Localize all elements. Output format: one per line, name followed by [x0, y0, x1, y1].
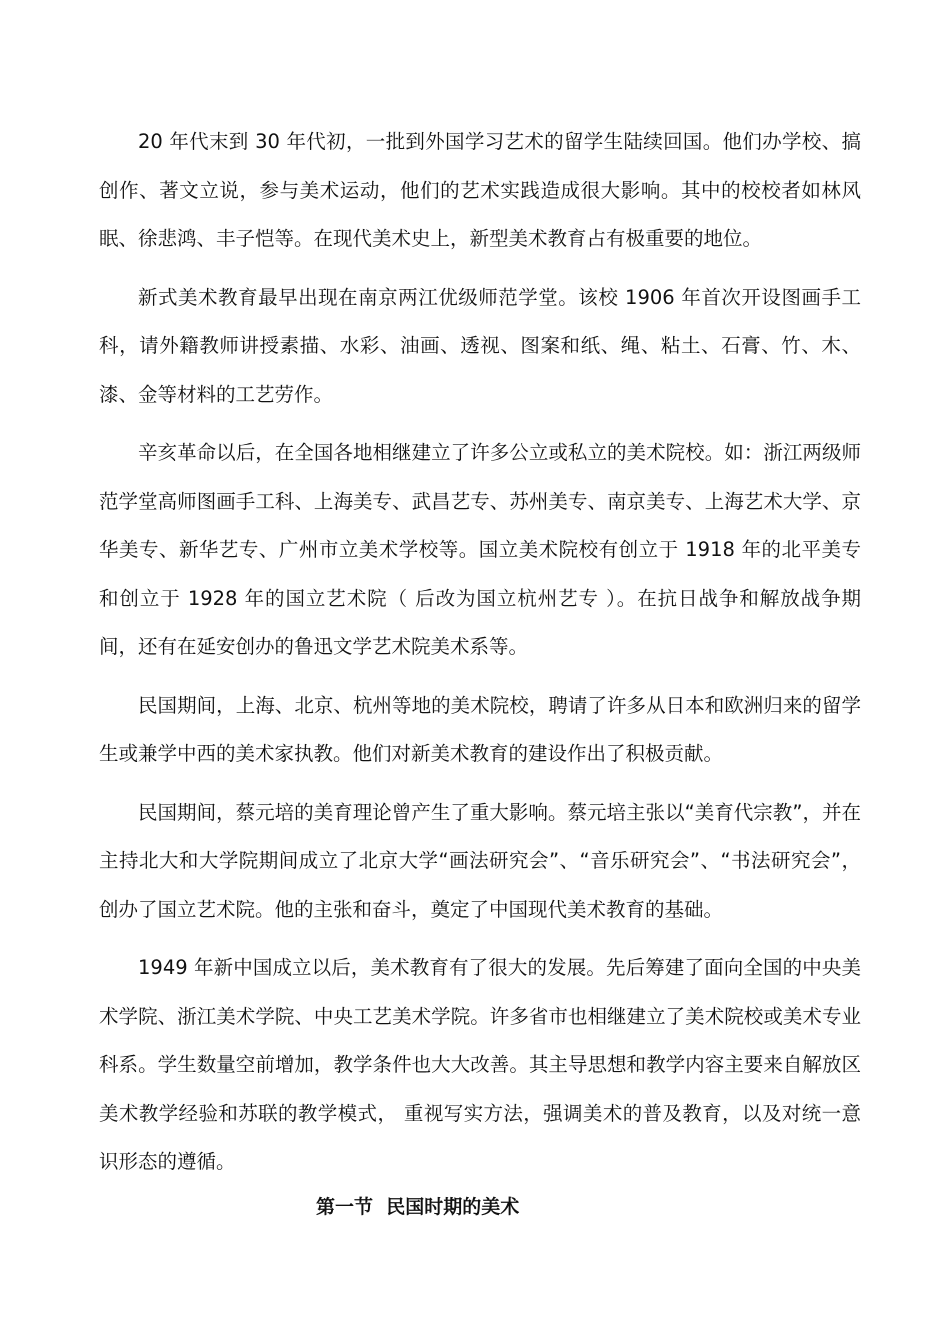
body-text — [99, 118, 861, 1197]
paragraph-3: 辛亥革命以后，在全国各地相继建立了许多公立或私立的美术院校。如：浙江两级师范学堂高师图画手工科、上海美专、武昌艺专、苏州美专、南京美专、上海艺术大学、京华美专、新华艺专、广州市立美术学校等。国立美术院校有创立于 1918 年的北平美专和创立于 1928 年的国立艺术院（ 后改为国立杭州艺专 ）。在抗日战争和解放战争期间，还有在延安创办的鲁迅文学艺术院美术系等。 — [99, 441, 861, 658]
paragraph-5: 民国期间，蔡元培的美育理论曾产生了重大影响。蔡元培主张以“美育代宗教”，并在主持北大和大学院期间成立了北京大学“画法研究会”、“音乐研究会”、“书法研究会”，创办了国立艺术院。他的主张和奋斗，奠定了中国现代美术教育的基础。 — [99, 800, 861, 921]
paragraph-6: 1949 年新中国成立以后，美术教育有了很大的发展。先后筹建了面向全国的中央美术学院、浙江美术学院、中央工艺美术学院。许多省市也相继建立了美术院校或美术专业科系。学生数量空前增加，教学条件也大大改善。其主导思想和教学内容主要来自解放区美术教学经验和苏联的教学模式， 重视写实方法，强调美术的普及教育，以及对统一意识形态的遵循。 — [99, 956, 861, 1173]
paragraph-4: 民国期间，上海、北京、杭州等地的美术院校，聘请了许多从日本和欧洲归来的留学生或兼学中西的美术家执教。他们对新美术教育的建设作出了积极贡献。 — [99, 693, 861, 765]
section-heading: 第一节 民国时期的美术 — [316, 1196, 520, 1218]
paragraph-2: 新式美术教育最早出现在南京两江优级师范学堂。该校 1906 年首次开设图画手工科，请外籍教师讲授素描、水彩、油画、透视、图案和纸、绳、粘土、石膏、竹、木、漆、金等材料的工艺劳作。 — [99, 285, 861, 406]
paragraph-1: 20 年代末到 30 年代初，一批到外国学习艺术的留学生陆续回国。他们办学校、搞创作、著文立说，参与美术运动，他们的艺术实践造成很大影响。其中的校校者如林风眠、徐悲鸿、丰子恺等。在现代美术史上，新型美术教育占有极重要的地位。 — [99, 130, 861, 250]
